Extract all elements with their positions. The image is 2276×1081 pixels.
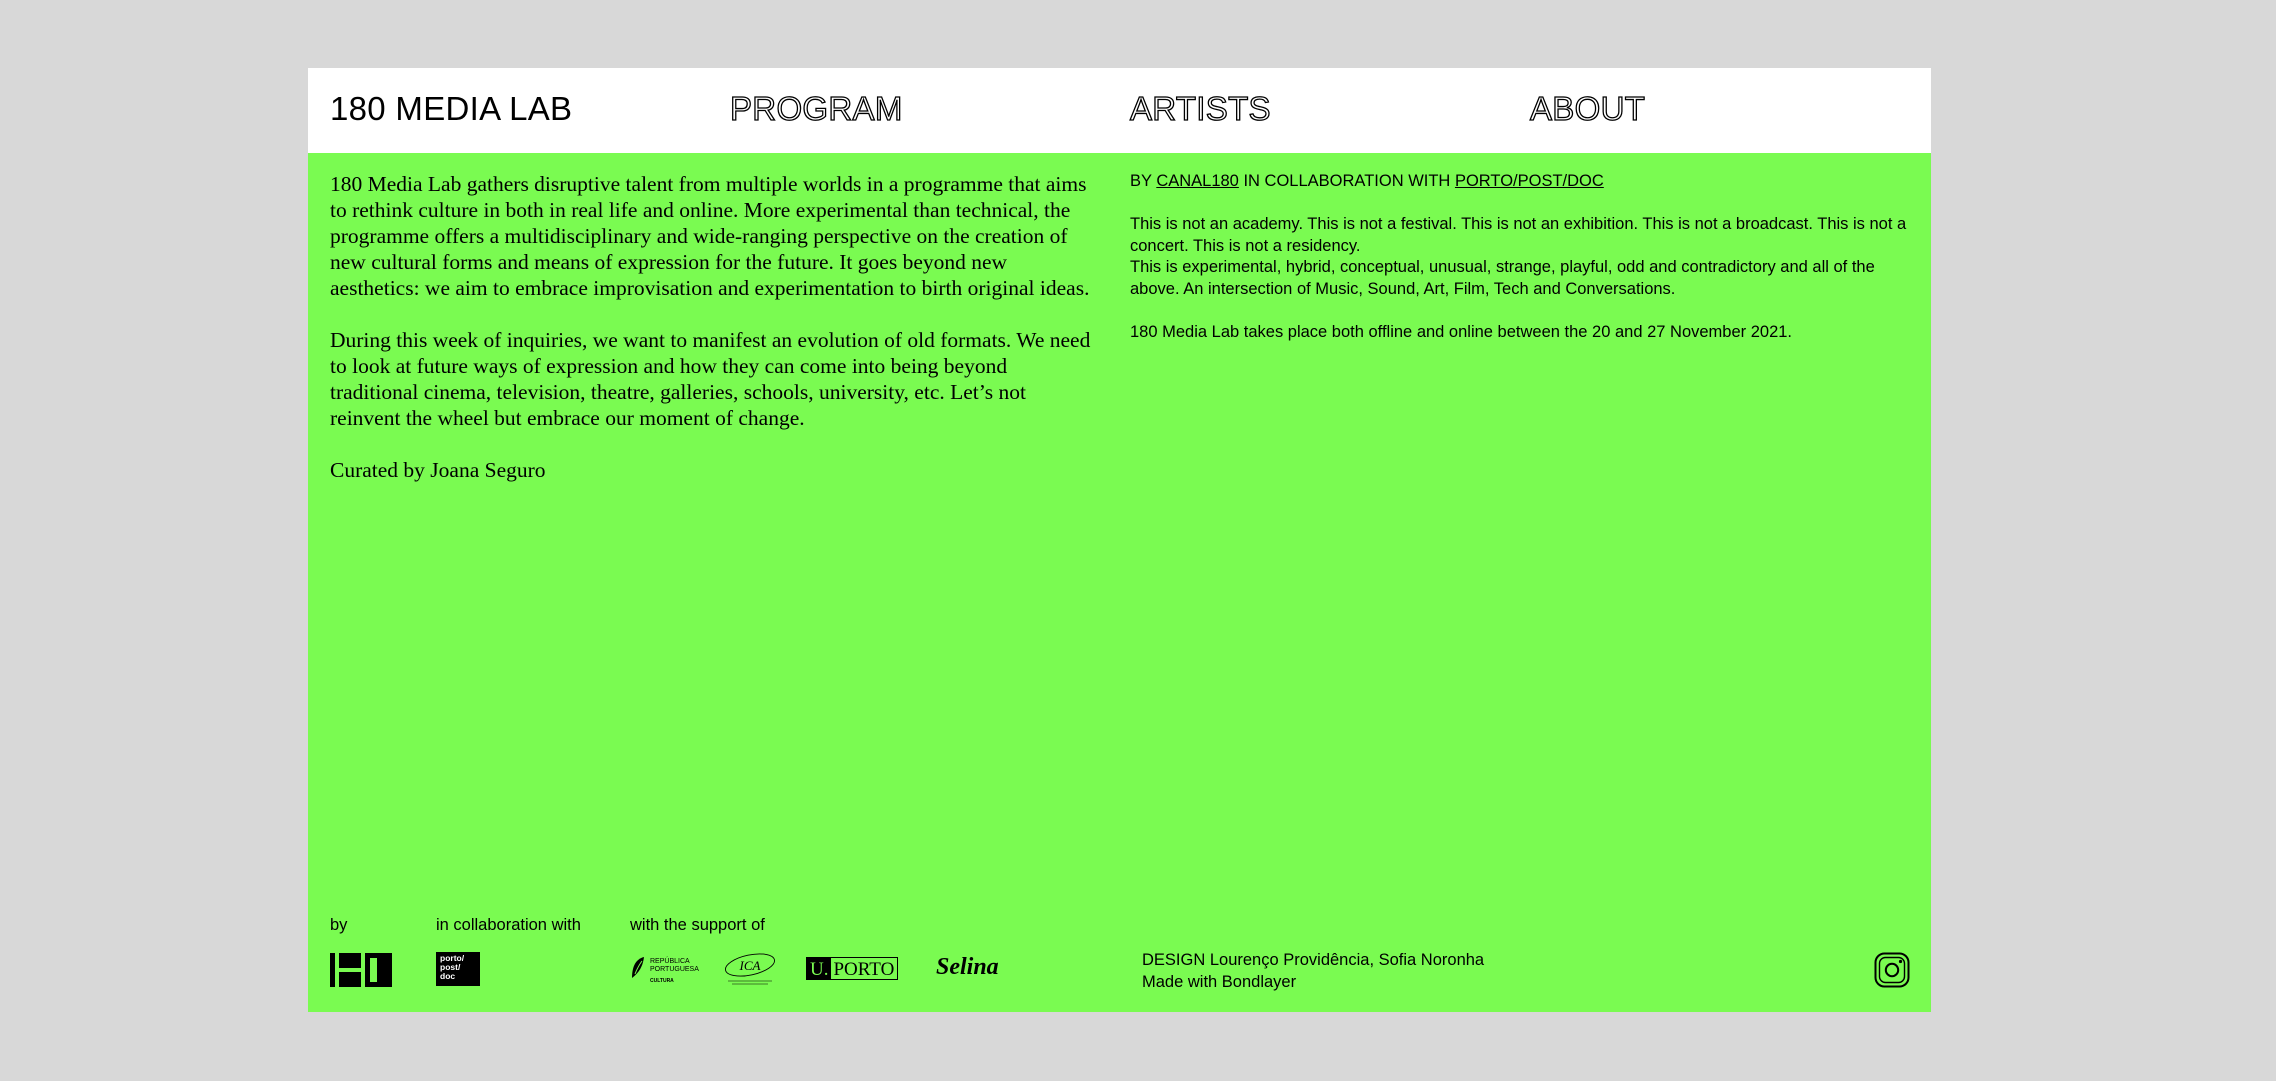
canal180-link[interactable]: CANAL180 [1156,172,1239,190]
uporto-logo[interactable] [806,957,898,980]
republica-portuguesa-logo[interactable] [630,956,704,986]
republica-emblem-icon [630,956,646,980]
ppd-logo-line-3: doc [440,971,456,981]
ppd-logo-line-2: post/ [440,962,461,972]
page-frame [308,68,1931,1012]
intro-paragraph-1: 180 Media Lab gathers disruptive talent from multiple worlds in a programme that aims to rethink culture in both in real life and online. More experimental than technical, the programme offers a multidisciplinary and wide-ranging perspective on the creation of new cultural forms and means of expression for the future. It goes beyond new aesthetics: we aim to embrace improvisation and experimentation to birth original ideas. [330,172,1090,300]
ica-logo[interactable] [722,948,778,986]
dates-text: 180 Media Lab takes place both offline and online between the 20 and 27 November 2021. [1130,322,1793,341]
nav-artists[interactable]: ARTISTS [1130,90,1271,127]
canal180-logo[interactable] [330,953,392,992]
collab-label: in collaboration with [436,916,581,934]
site-logo[interactable]: 180 MEDIA LAB [330,90,573,127]
statement-line-2: This is experimental, hybrid, conceptual, unusual, strange, playful, odd and contradictory and all of the above. An intersection of Music, Sound, Art, Film, Tech and Conversations. [1130,258,1875,298]
support-label: with the support of [630,916,765,934]
intro-text [330,171,1100,509]
about-text [1130,171,1920,365]
intro-paragraph-2: During this week of inquiries, we want to manifest an evolution of old formats. We need to look at future ways of expression and how they can come into being beyond traditional cinema, television, theatre, galleries, schools, university, etc. Let’s not reinvent the wheel but embrace our moment of change. [330,328,1091,430]
ica-logo-text: ICA [739,958,761,973]
top-nav [308,68,1931,153]
nav-program[interactable]: PROGRAM [730,90,903,127]
nav-about[interactable]: ABOUT [1530,90,1646,127]
curator-credit: Curated by Joana Seguro [330,458,546,482]
by-prefix: BY [1130,172,1152,190]
selina-logo[interactable]: Selina [936,954,999,980]
porto-post-doc-link[interactable]: PORTO/POST/DOC [1454,172,1604,190]
republica-logo-line-1: REPÚBLICA [650,958,690,965]
statement [1130,214,1920,300]
republica-logo-line-2: PORTUGUESA [650,966,699,973]
collab-text: IN COLLABORATION WITH [1243,172,1451,190]
by-label: by [330,916,348,934]
uporto-logo-u: U. [807,958,831,979]
design-credit: DESIGN Lourenço Providência, Sofia Noronha [1142,951,1485,969]
instagram-icon[interactable] [1874,952,1910,988]
porto-post-doc-logo[interactable] [436,952,480,986]
made-with-credit[interactable]: Made with Bondlayer [1142,972,1297,991]
site-credits [1142,950,1484,993]
ppd-logo-line-1: porto/ [440,953,465,963]
republica-logo-line-3: CULTURA [650,978,674,984]
uporto-logo-porto: PORTO [833,959,895,980]
statement-line-1: This is not an academy. This is not a festival. This is not an exhibition. This is not a broadcast. This is not a concert. This is not a residency. [1130,215,1907,255]
organizers-line [1130,171,1920,193]
